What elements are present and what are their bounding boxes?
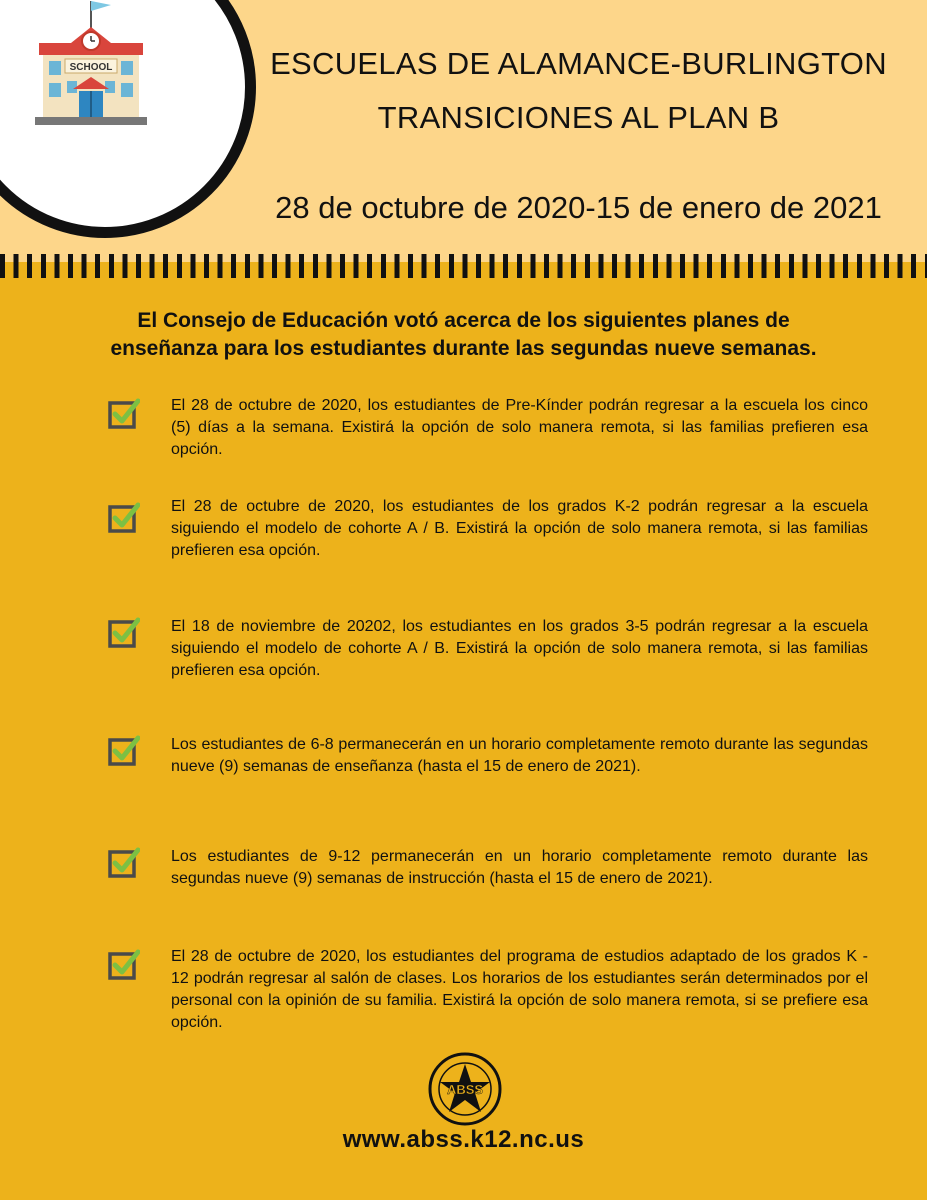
- plan-item-text: El 28 de octubre de 2020, los estudiantes del programa de estudios adaptado de los grados K - 12 podrán regresar al salón de clases. Los horarios de los estudiantes serán determinados por el personal con la opinión de su familia. Existirá la opción de solo manera remota, si se prefiere esa opción.: [171, 948, 868, 1031]
- plan-item-text: El 18 de noviembre de 20202, los estudiantes en los grados 3-5 podrán regresar a la escuela siguiendo el modelo de cohorte A / B. Existirá la opción de solo manera remota, si las familias prefieren esa opción.: [171, 618, 868, 679]
- plan-item-text: Los estudiantes de 9-12 permanecerán en un horario completamente remoto durante las segundas nueve (9) semanas de instrucción (hasta el 15 de enero de 2021).: [171, 848, 868, 887]
- plan-item-text: Los estudiantes de 6-8 permanecerán en un horario completamente remoto durante las segundas nueve (9) semanas de enseñanza (hasta el 15 de enero de 2021).: [171, 736, 868, 775]
- plan-item-text: El 28 de octubre de 2020, los estudiantes de los grados K-2 podrán regresar a la escuela siguiendo el modelo de cohorte A / B. Existirá la opción de solo manera remota, si las familias prefieren esa opción.: [171, 498, 868, 559]
- checkbox-check-icon: [108, 501, 140, 533]
- abss-seal-logo: [428, 1052, 502, 1126]
- checkbox-check-icon: [108, 846, 140, 878]
- intro-text: [40, 307, 887, 363]
- checkbox-check-icon: [108, 397, 140, 429]
- checkbox-check-icon: [108, 948, 140, 980]
- tick-divider: [0, 254, 927, 278]
- plan-item-text: El 28 de octubre de 2020, los estudiantes de Pre-Kínder podrán regresar a la escuela los cinco (5) días a la semana. Existirá la opción de solo manera remota, si las familias prefieren esa opción.: [171, 397, 868, 458]
- intro-line2: enseñanza para los estudiantes durante las segundas nueve semanas.: [110, 337, 817, 360]
- svg-text:ABSS: ABSS: [446, 1082, 484, 1097]
- checkbox-check-icon: [108, 616, 140, 648]
- date-range: 28 de octubre de 2020-15 de enero de 2021: [275, 190, 882, 225]
- page-title-line1: ESCUELAS DE ALAMANCE-BURLINGTON: [270, 46, 887, 81]
- website-link[interactable]: www.abss.k12.nc.us: [342, 1126, 585, 1153]
- school-building-icon: [13, 0, 163, 133]
- svg-text:SCHOOL: SCHOOL: [69, 62, 113, 73]
- page-title-line2: TRANSICIONES AL PLAN B: [377, 100, 780, 135]
- checkbox-check-icon: [108, 734, 140, 766]
- intro-line1: El Consejo de Educación votó acerca de los siguientes planes de: [137, 309, 790, 332]
